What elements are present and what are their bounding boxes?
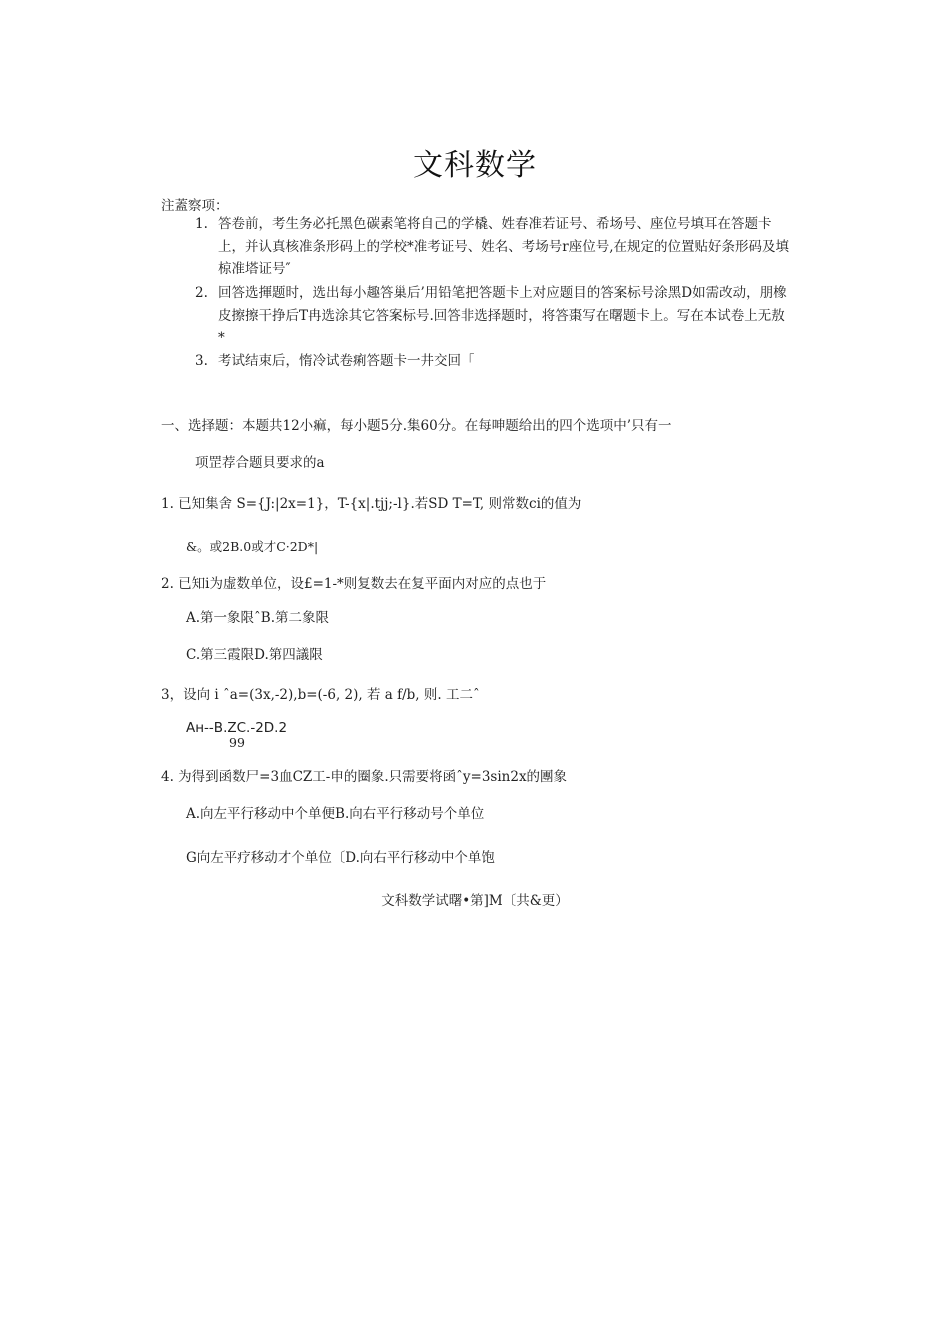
note-text: 回答选揮题时，选出每小趣答巢后’用铅笔把答题卡上对应题目的答案标号涂黑D如需改动，朋橡皮擦擦干挣后T冉选涂其它答案标号.回答非选择题时，将答棗写在曙题卡上。写在本试卷上无敖* <box>218 285 787 346</box>
note-number: 2. <box>195 285 208 301</box>
question-4-stem: 4. 为得到函数尸=3血CZ工-申的圈象.只需要将函ˆy=3sin2x的團象 <box>161 769 568 785</box>
question-4-options-cd: G向左平疗移动才个单位〔D.向右平行移动中个单饱 <box>186 850 495 866</box>
note-item <box>195 350 790 373</box>
note-text: 考试结束后，惰冷试卷痢答题卡一井交回「 <box>218 353 475 369</box>
notes-heading: 注蓋察项： <box>161 198 229 214</box>
section-heading: 一、选择题：本题共12小痲，每小题5分.集60分。在每呻题给出的四个选项中’只有一 <box>161 418 672 434</box>
question-2-stem: 2. 已知i为虚数单位，设£=1-*则复数去在复平面内对应的点也于 <box>161 576 547 592</box>
note-item <box>195 213 790 281</box>
note-number: 1. <box>195 216 208 232</box>
note-number: 3. <box>195 353 208 369</box>
page-footer: 文科数学试曙•第]M〔共&更） <box>381 893 569 909</box>
question-2-options-cd: C.第三霞限D.第四議限 <box>186 647 323 663</box>
note-text: 答卷前，考生务必托黑色碳素笔将自己的学橇、姓春准若证号、希场号、座位号填耳在答题卡上，并认真核准条形码上的学校*准考证号、姓名、考场号r座位号,在规定的位置贴好条形码及填椋准塔证号″ <box>218 216 789 277</box>
question-4-options-ab: A.向左平行移动中个单便B.向右平行移动号个单位 <box>186 806 485 822</box>
question-1-stem: 1. 已知集舍 S={J:|2x=1}，T-{x|.tjj;-l}.若SD T=T, 则常数ci的值为 <box>161 496 582 512</box>
question-1-options: &。或2B.0或才C·2D*| <box>186 539 319 554</box>
section-heading-continued: 项罡荐合题貝要求的a <box>195 455 325 471</box>
note-item <box>195 282 790 350</box>
question-3-options-subscript: 99 <box>229 735 245 750</box>
question-3-options: Aн--B.ZC.-2D.2 <box>186 720 288 736</box>
question-2-options-ab: A.第一象限ˆB.第二象限 <box>186 610 330 626</box>
question-3-stem: 3，设向 i ˆa=(3x,-2),b=(-6, 2), 若 a f/b, 则. 工二ˆ <box>161 687 480 703</box>
page-title: 文科数学 <box>413 148 537 183</box>
